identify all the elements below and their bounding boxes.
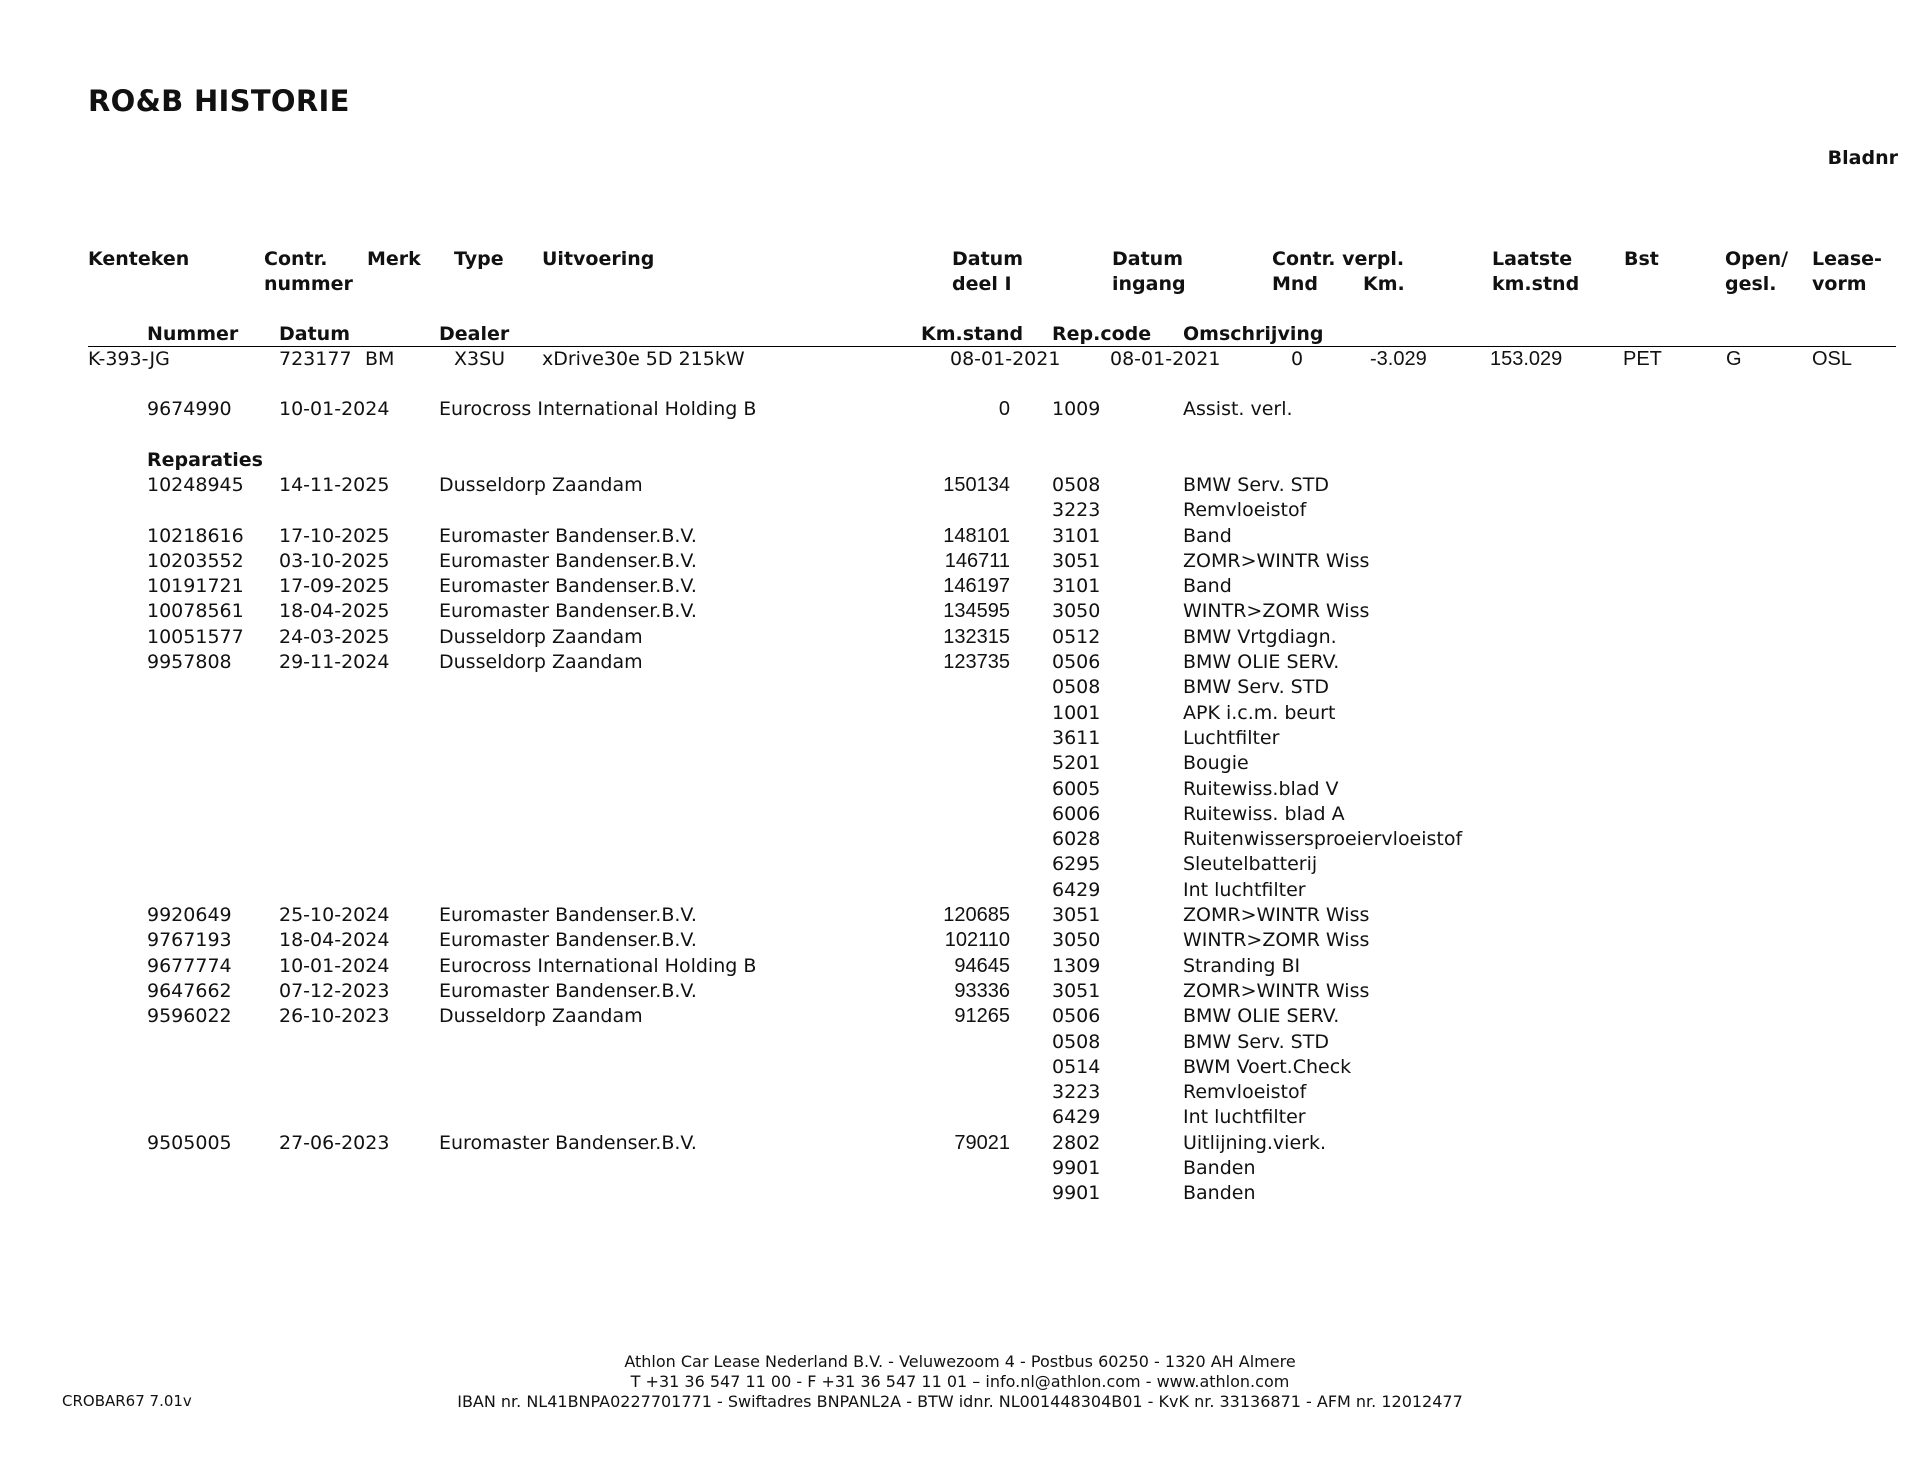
repair-code: 0508 [1052, 474, 1101, 496]
repair-code: 6028 [1052, 828, 1101, 850]
assist-omschrijving: Assist. verl. [1183, 398, 1293, 420]
repair-dealer: Euromaster Bandenser.B.V. [439, 575, 697, 597]
header-datum-deel: Datum [952, 248, 1023, 270]
repair-omschrijving: BMW Serv. STD [1183, 474, 1329, 496]
repair-code: 2802 [1052, 1132, 1101, 1154]
vehicle-datum-ingang: 08-01-2021 [1110, 348, 1221, 370]
repair-omschrijving: Banden [1183, 1157, 1256, 1179]
assist-dealer: Eurocross International Holding B [439, 398, 757, 420]
repair-kmstand: 120685 [943, 904, 1010, 926]
header-datum: Datum [279, 323, 350, 345]
footer-contact: T +31 36 547 11 00 - F +31 36 547 11 01 – info.nl@athlon.com - www.athlon.com [630, 1372, 1290, 1391]
repair-dealer: Euromaster Bandenser.B.V. [439, 550, 697, 572]
repair-nummer: 10248945 [147, 474, 244, 496]
assist-repcode: 1009 [1052, 398, 1101, 420]
repair-dealer: Euromaster Bandenser.B.V. [439, 929, 697, 951]
header-lease-2: vorm [1812, 273, 1867, 295]
repair-omschrijving: Sleutelbatterij [1183, 853, 1318, 875]
page-title: RO&B HISTORIE [88, 84, 350, 118]
repair-kmstand: 146711 [944, 550, 1010, 572]
repair-dealer: Euromaster Bandenser.B.V. [439, 525, 697, 547]
header-datum-deel-2: deel I [952, 273, 1012, 295]
assist-nummer: 9674990 [147, 398, 232, 420]
repair-omschrijving: Ruitewiss. blad A [1183, 803, 1345, 825]
assist-datum: 10-01-2024 [279, 398, 390, 420]
repair-kmstand: 102110 [944, 929, 1010, 951]
repair-datum: 10-01-2024 [279, 955, 390, 977]
repair-datum: 25-10-2024 [279, 904, 390, 926]
header-open-2: gesl. [1725, 273, 1777, 295]
repair-code: 0514 [1052, 1056, 1101, 1078]
repair-omschrijving: Remvloeistof [1183, 1081, 1307, 1103]
header-laatste-2: km.stnd [1492, 273, 1580, 295]
repair-nummer: 9957808 [147, 651, 232, 673]
repair-dealer: Dusseldorp Zaandam [439, 474, 643, 496]
repair-nummer: 10203552 [147, 550, 244, 572]
repair-code: 3051 [1052, 904, 1101, 926]
repair-dealer: Dusseldorp Zaandam [439, 1005, 643, 1027]
repair-datum: 17-09-2025 [279, 575, 390, 597]
repair-omschrijving: Stranding BI [1183, 955, 1301, 977]
repair-datum: 17-10-2025 [279, 525, 390, 547]
repair-kmstand: 132315 [943, 626, 1010, 648]
header-nummer: Nummer [147, 323, 239, 345]
reparaties-heading: Reparaties [147, 449, 263, 471]
repair-code: 6429 [1052, 1106, 1101, 1128]
repair-dealer: Euromaster Bandenser.B.V. [439, 600, 697, 622]
repair-dealer: Eurocross International Holding B [439, 955, 757, 977]
header-km: Km. [1363, 273, 1405, 295]
repair-dealer: Dusseldorp Zaandam [439, 626, 643, 648]
repair-dealer: Euromaster Bandenser.B.V. [439, 904, 697, 926]
repair-omschrijving: Int luchtfilter [1183, 1106, 1306, 1128]
repair-omschrijving: APK i.c.m. beurt [1183, 702, 1336, 724]
repair-datum: 03-10-2025 [279, 550, 390, 572]
repair-code: 0506 [1052, 1005, 1101, 1027]
header-datum-ingang-2: ingang [1112, 273, 1186, 295]
repair-code: 9901 [1052, 1182, 1101, 1204]
header-dealer: Dealer [439, 323, 510, 345]
vehicle-leasevorm: OSL [1812, 348, 1853, 370]
header-contr: Contr. [264, 248, 328, 270]
header-merk: Merk [367, 248, 421, 270]
repair-code: 6429 [1052, 879, 1101, 901]
repair-omschrijving: Int luchtfilter [1183, 879, 1306, 901]
repair-code: 3223 [1052, 1081, 1101, 1103]
repair-code: 0512 [1052, 626, 1101, 648]
repair-kmstand: 79021 [954, 1132, 1010, 1154]
assist-kmstand: 0 [998, 398, 1010, 420]
repair-omschrijving: Luchtfilter [1183, 727, 1280, 749]
repair-kmstand: 146197 [943, 575, 1010, 597]
repair-kmstand: 91265 [954, 1005, 1010, 1027]
repair-kmstand: 148101 [943, 525, 1010, 547]
header-kenteken: Kenteken [88, 248, 190, 270]
repair-code: 6005 [1052, 778, 1101, 800]
vehicle-contract: 723177 [279, 348, 352, 370]
repair-omschrijving: ZOMR>WINTR Wiss [1183, 904, 1370, 926]
header-omschrijving: Omschrijving [1183, 323, 1324, 345]
repair-kmstand: 123735 [943, 651, 1010, 673]
repair-datum: 26-10-2023 [279, 1005, 390, 1027]
repair-nummer: 10051577 [147, 626, 244, 648]
header-type: Type [454, 248, 504, 270]
page-number-label: Bladnr [1827, 147, 1898, 169]
header-bst: Bst [1624, 248, 1659, 270]
repair-dealer: Dusseldorp Zaandam [439, 651, 643, 673]
repair-kmstand: 94645 [954, 955, 1010, 977]
repair-code: 3101 [1052, 575, 1101, 597]
repair-code: 6295 [1052, 853, 1101, 875]
header-contr-verpl: Contr. verpl. [1272, 248, 1405, 270]
repair-omschrijving: ZOMR>WINTR Wiss [1183, 980, 1370, 1002]
repair-nummer: 9505005 [147, 1132, 232, 1154]
repair-code: 9901 [1052, 1157, 1101, 1179]
repair-omschrijving: Uitlijning.vierk. [1183, 1132, 1327, 1154]
repair-datum: 18-04-2025 [279, 600, 390, 622]
footer-address: Athlon Car Lease Nederland B.V. - Veluwezoom 4 - Postbus 60250 - 1320 AH Almere [624, 1352, 1296, 1371]
vehicle-laatste-km: 153.029 [1490, 348, 1563, 370]
repair-omschrijving: BMW OLIE SERV. [1183, 651, 1340, 673]
repair-omschrijving: BMW Serv. STD [1183, 676, 1329, 698]
repair-kmstand: 93336 [954, 980, 1010, 1002]
repair-omschrijving: BWM Voert.Check [1183, 1056, 1352, 1078]
repair-omschrijving: Ruitewiss.blad V [1183, 778, 1339, 800]
header-uitvoering: Uitvoering [542, 248, 655, 270]
repair-omschrijving: BMW OLIE SERV. [1183, 1005, 1340, 1027]
repair-datum: 29-11-2024 [279, 651, 390, 673]
header-kmstand: Km.stand [921, 323, 1024, 345]
repair-code: 3050 [1052, 600, 1101, 622]
repair-nummer: 9647662 [147, 980, 232, 1002]
header-datum-ingang: Datum [1112, 248, 1183, 270]
vehicle-open-gesl: G [1726, 348, 1742, 370]
repair-omschrijving: WINTR>ZOMR Wiss [1183, 929, 1370, 951]
header-laatste: Laatste [1492, 248, 1573, 270]
repair-omschrijving: Bougie [1183, 752, 1249, 774]
repair-omschrijving: BMW Vrtgdiagn. [1183, 626, 1337, 648]
repair-omschrijving: ZOMR>WINTR Wiss [1183, 550, 1370, 572]
repair-omschrijving: Band [1183, 525, 1232, 547]
repair-omschrijving: BMW Serv. STD [1183, 1031, 1329, 1053]
repair-kmstand: 134595 [943, 600, 1010, 622]
vehicle-type: X3SU [454, 348, 506, 370]
header-open: Open/ [1725, 248, 1789, 270]
header-mnd: Mnd [1272, 273, 1319, 295]
repair-datum: 14-11-2025 [279, 474, 390, 496]
repair-code: 0508 [1052, 1031, 1101, 1053]
repair-code: 3223 [1052, 499, 1101, 521]
repair-nummer: 9596022 [147, 1005, 232, 1027]
repair-datum: 18-04-2024 [279, 929, 390, 951]
repair-omschrijving: Banden [1183, 1182, 1256, 1204]
vehicle-uitvoering: xDrive30e 5D 215kW [542, 348, 745, 370]
vehicle-km: -3.029 [1370, 348, 1427, 370]
repair-omschrijving: Remvloeistof [1183, 499, 1307, 521]
header-lease: Lease- [1812, 248, 1882, 270]
repair-code: 6006 [1052, 803, 1101, 825]
vehicle-datum-deel: 08-01-2021 [950, 348, 1061, 370]
repair-nummer: 10078561 [147, 600, 244, 622]
vehicle-merk: BM [365, 348, 395, 370]
vehicle-bst: PET [1623, 348, 1662, 370]
repair-nummer: 10191721 [147, 575, 244, 597]
repair-code: 0508 [1052, 676, 1101, 698]
repair-code: 3051 [1052, 550, 1101, 572]
repair-nummer: 9920649 [147, 904, 232, 926]
repair-nummer: 9677774 [147, 955, 232, 977]
footer-registration: IBAN nr. NL41BNPA0227701771 - Swiftadres BNPANL2A - BTW idnr. NL001448304B01 - KvK nr. 33136871 - AFM nr. 12012477 [457, 1392, 1463, 1411]
repair-omschrijving: Band [1183, 575, 1232, 597]
repair-dealer: Euromaster Bandenser.B.V. [439, 1132, 697, 1154]
header-contr-nummer: nummer [264, 273, 353, 295]
repair-kmstand: 150134 [943, 474, 1010, 496]
repair-code: 1001 [1052, 702, 1101, 724]
repair-code: 3611 [1052, 727, 1101, 749]
vehicle-kenteken: K-393-JG [88, 348, 170, 370]
header-repcode: Rep.code [1052, 323, 1152, 345]
repair-dealer: Euromaster Bandenser.B.V. [439, 980, 697, 1002]
vehicle-mnd: 0 [1291, 348, 1304, 370]
repair-nummer: 9767193 [147, 929, 232, 951]
repair-code: 3050 [1052, 929, 1101, 951]
repair-code: 0506 [1052, 651, 1101, 673]
report-version: CROBAR67 7.01v [62, 1392, 192, 1410]
repair-code: 5201 [1052, 752, 1101, 774]
repair-nummer: 10218616 [147, 525, 244, 547]
repair-datum: 27-06-2023 [279, 1132, 390, 1154]
repair-code: 3051 [1052, 980, 1101, 1002]
repair-code: 3101 [1052, 525, 1101, 547]
repair-omschrijving: Ruitenwissersproeiervloeistof [1183, 828, 1463, 850]
repair-code: 1309 [1052, 955, 1101, 977]
repair-datum: 24-03-2025 [279, 626, 390, 648]
repair-datum: 07-12-2023 [279, 980, 390, 1002]
repair-omschrijving: WINTR>ZOMR Wiss [1183, 600, 1370, 622]
